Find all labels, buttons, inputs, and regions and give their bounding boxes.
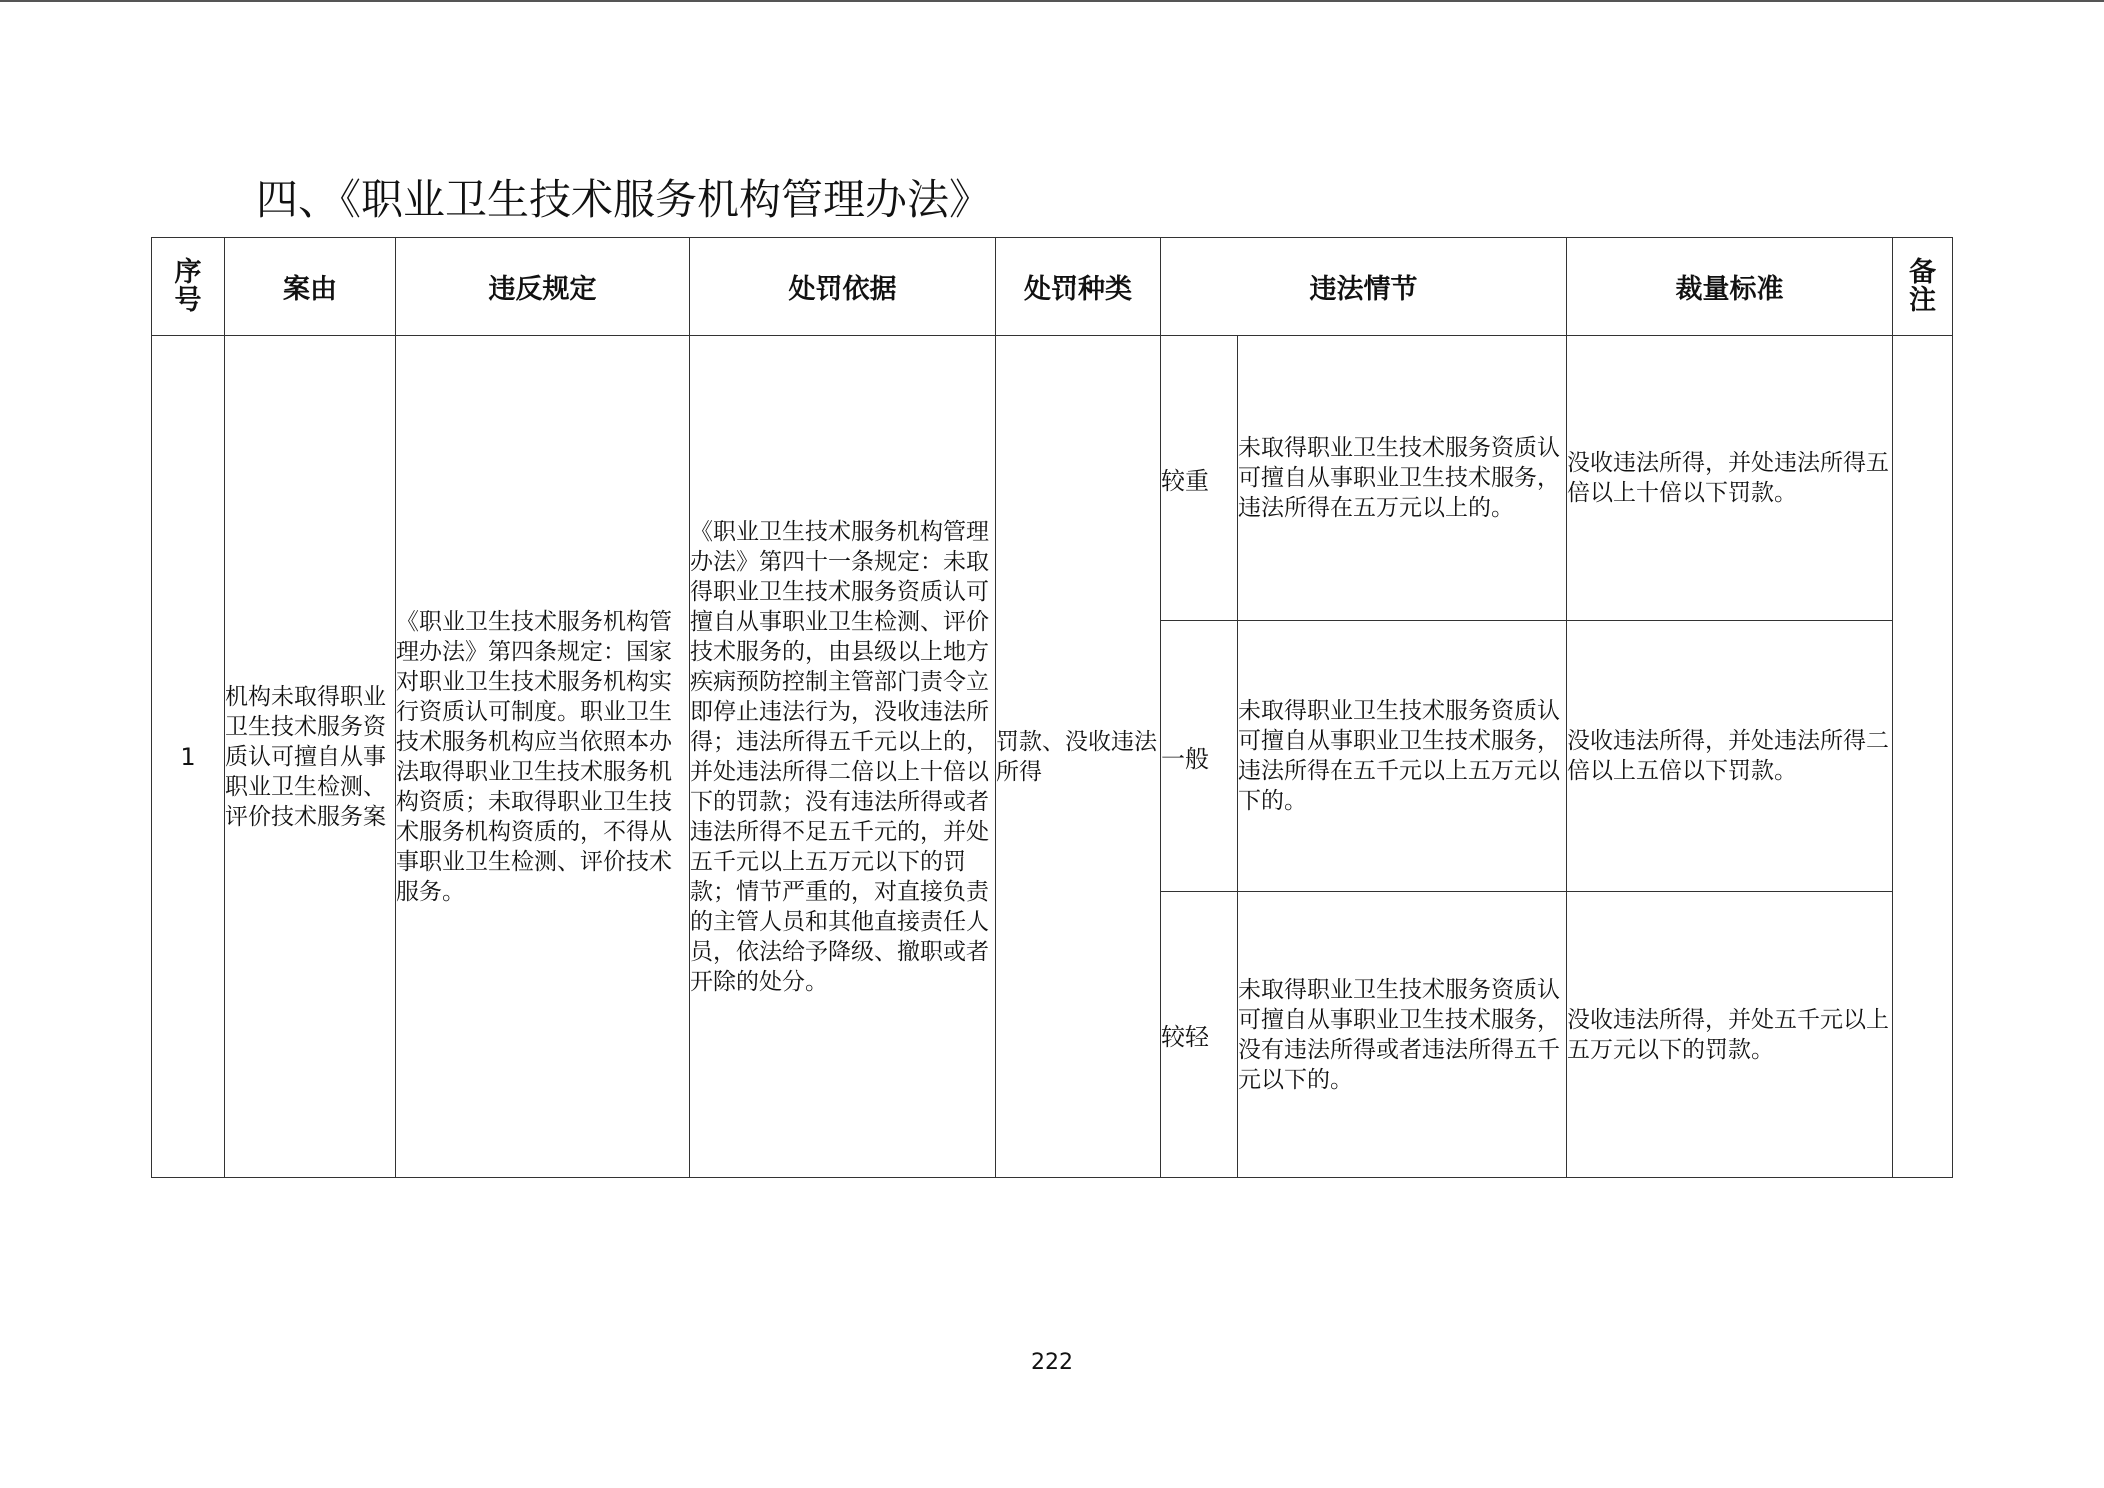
penalty-discretion-table (151, 237, 1953, 1178)
page-number: 222 (1031, 1350, 1073, 1375)
header-case: 案由 (225, 238, 396, 336)
header-type: 处罚种类 (996, 238, 1161, 336)
row-basis: 《职业卫生技术服务机构管理办法》第四十一条规定：未取得职业卫生技术服务资质认可擅自从事职业卫生检测、评价技术服务的，由县级以上地方疾病预防控制主管部门责令立即停止违法行为，没收违法所得；违法所得五千元以上的，并处违法所得二倍以上十倍以下的罚款；没有违法所得或者违法所得不足五千元的，并处五千元以上五万元以下的罚款；情节严重的，对直接负责的主管人员和其他直接责任人员，依法给予降级、撤职或者开除的处分。 (690, 336, 996, 1178)
standard-severe: 没收违法所得，并处违法所得五倍以上十倍以下罚款。 (1567, 336, 1893, 621)
row-type: 罚款、没收违法所得 (996, 336, 1161, 1178)
table-row (152, 336, 1953, 621)
header-seq-line1: 序 (174, 256, 202, 288)
circumstance-general: 未取得职业卫生技术服务资质认可擅自从事职业卫生技术服务，违法所得在五千元以上五万元以下的。 (1238, 621, 1567, 892)
header-remark-line1: 备 (1909, 256, 1936, 288)
level-label-minor: 较轻 (1161, 892, 1238, 1178)
header-seq-line2: 号 (174, 284, 202, 316)
circumstance-minor: 未取得职业卫生技术服务资质认可擅自从事职业卫生技术服务，没有违法所得或者违法所得五千元以下的。 (1238, 892, 1567, 1178)
standard-minor: 没收违法所得，并处五千元以上五万元以下的罚款。 (1567, 892, 1893, 1178)
top-border-line (0, 0, 2104, 2)
level-label-general: 一般 (1161, 621, 1238, 892)
row-violation: 《职业卫生技术服务机构管理办法》第四条规定：国家对职业卫生技术服务机构实行资质认可制度。职业卫生技术服务机构应当依照本办法取得职业卫生技术服务机构资质；未取得职业卫生技术服务机构资质的，不得从事职业卫生检测、评价技术服务。 (396, 336, 690, 1178)
row-case: 机构未取得职业卫生技术服务资质认可擅自从事职业卫生检测、评价技术服务案 (225, 336, 396, 1178)
header-circumstance: 违法情节 (1161, 238, 1567, 336)
header-remark-line2: 注 (1909, 284, 1936, 316)
header-basis: 处罚依据 (690, 238, 996, 336)
standard-general: 没收违法所得，并处违法所得二倍以上五倍以下罚款。 (1567, 621, 1893, 892)
header-standard: 裁量标准 (1567, 238, 1893, 336)
level-label-severe: 较重 (1161, 336, 1238, 621)
header-violation: 违反规定 (396, 238, 690, 336)
page-title: 四、《职业卫生技术服务机构管理办法》 (256, 175, 992, 224)
header-remark (1893, 238, 1953, 336)
row-seq: 1 (152, 336, 225, 1178)
row-remark (1893, 336, 1953, 1178)
table-header-row (152, 238, 1953, 336)
circumstance-severe: 未取得职业卫生技术服务资质认可擅自从事职业卫生技术服务，违法所得在五万元以上的。 (1238, 336, 1567, 621)
header-seq (152, 238, 225, 336)
